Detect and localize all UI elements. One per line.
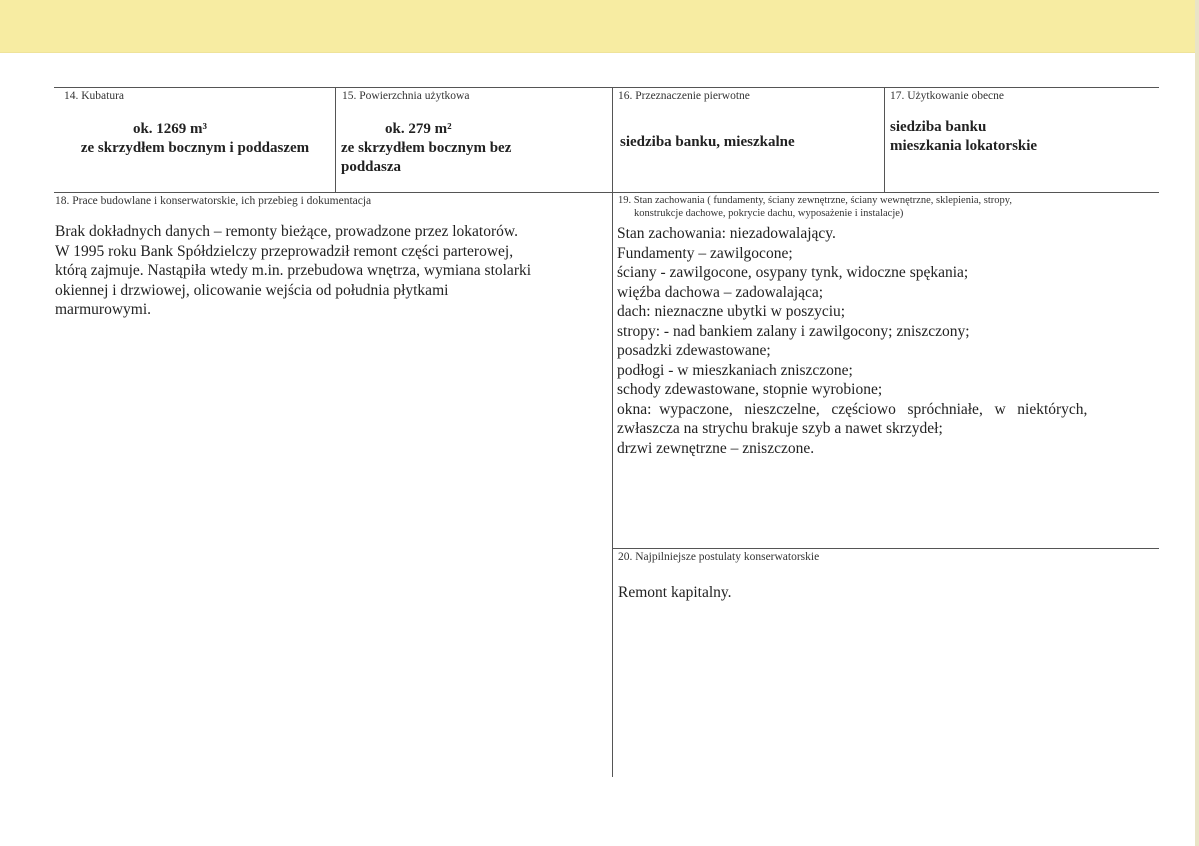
- page-edge: [1195, 0, 1199, 846]
- text-line: ściany - zawilgocone, osypany tynk, widoczne spękania;: [617, 264, 969, 281]
- uzytkowanie-line2: mieszkania lokatorskie: [890, 138, 1038, 154]
- row-divider-1: [54, 192, 1159, 193]
- text-line: schody zdewastowane, stopnie wyrobione;: [617, 381, 883, 398]
- table-top-border: [54, 87, 1159, 88]
- text-line: którą zajmuje. Nastąpiła wtedy m.in. przebudowa wnętrza, wymiana stolarki: [55, 262, 532, 279]
- text-line: podłogi - w mieszkaniach zniszczone;: [617, 361, 853, 379]
- text-line: stropy: - nad bankiem zalany i zawilgocony; zniszczony;: [617, 322, 970, 340]
- label-line: konstrukcje dachowe, pokrycie dachu, wyposażenie i instalacje): [634, 208, 904, 219]
- text-line: Stan zachowania: niezadowalający.: [617, 225, 836, 242]
- text-line: dach: nieznaczne ubytki w poszyciu;: [617, 303, 846, 320]
- row-divider-2: [612, 548, 1159, 549]
- powierzchnia-note: ze skrzydłem bocznym bez: [341, 140, 512, 156]
- prace-budowlane-text: [55, 222, 531, 320]
- text-line: posadzki zdewastowane;: [617, 342, 771, 359]
- przeznaczenie-value: siedziba banku, mieszkalne: [620, 134, 795, 150]
- col-divider-14-15: [335, 87, 336, 192]
- label-line: 19. Stan zachowania ( fundamenty, ściany zewnętrzne, ściany wewnętrzne, sklepienia, stropy,: [618, 195, 1012, 206]
- powierzchnia-value: [341, 120, 611, 177]
- postulaty-text: Remont kapitalny.: [618, 584, 732, 601]
- powierzchnia-note-cont: poddasza: [341, 159, 402, 175]
- text-line: W 1995 roku Bank Spółdzielczy przeprowadził remont części parterowej,: [55, 242, 514, 260]
- text-line: więźba dachowa – zadowalająca;: [617, 283, 824, 301]
- uzytkowanie-line1: siedziba banku: [890, 119, 987, 135]
- stan-zachowania-text: [617, 224, 1087, 458]
- text-line: okna: wypaczone, nieszczelne, częściowo spróchniałe, w niektórych,: [617, 400, 1088, 418]
- text-line: drzwi zewnętrzne – zniszczone.: [617, 439, 815, 457]
- kubatura-volume: ok. 1269 m³: [132, 121, 208, 137]
- field-label-uzytkowanie: 17. Użytkowanie obecne: [890, 90, 1005, 102]
- text-line: Brak dokładnych danych – remonty bieżące, prowadzone przez lokatorów.: [55, 223, 518, 240]
- text-line: okiennej i drzwiowej, olicowanie wejścia od południa płytkami: [55, 281, 449, 299]
- field-label-powierzchnia: 15. Powierzchnia użytkowa: [342, 90, 470, 102]
- text-line: zwłaszcza na strychu brakuje szyb a nawet skrzydeł;: [617, 420, 943, 437]
- kubatura-value: [56, 120, 334, 158]
- field-label-prace-budowlane: 18. Prace budowlane i konserwatorskie, ich przebieg i dokumentacja: [55, 195, 372, 207]
- field-label-kubatura: 14. Kubatura: [64, 90, 125, 102]
- field-label-stan-zachowania: [618, 194, 1012, 220]
- kubatura-note: ze skrzydłem bocznym i poddaszem: [80, 140, 310, 156]
- field-label-przeznaczenie: 16. Przeznaczenie pierwotne: [618, 90, 750, 102]
- field-label-postulaty: 20. Najpilniejsze postulaty konserwatorskie: [618, 551, 820, 563]
- text-line: Fundamenty – zawilgocone;: [617, 244, 793, 262]
- uzytkowanie-value: [890, 118, 1037, 156]
- yellow-header-band: [0, 0, 1199, 53]
- col-divider-main: [612, 87, 613, 777]
- text-line: marmurowymi.: [55, 301, 151, 318]
- col-divider-16-17: [884, 87, 885, 192]
- powierzchnia-area: ok. 279 m²: [385, 121, 452, 137]
